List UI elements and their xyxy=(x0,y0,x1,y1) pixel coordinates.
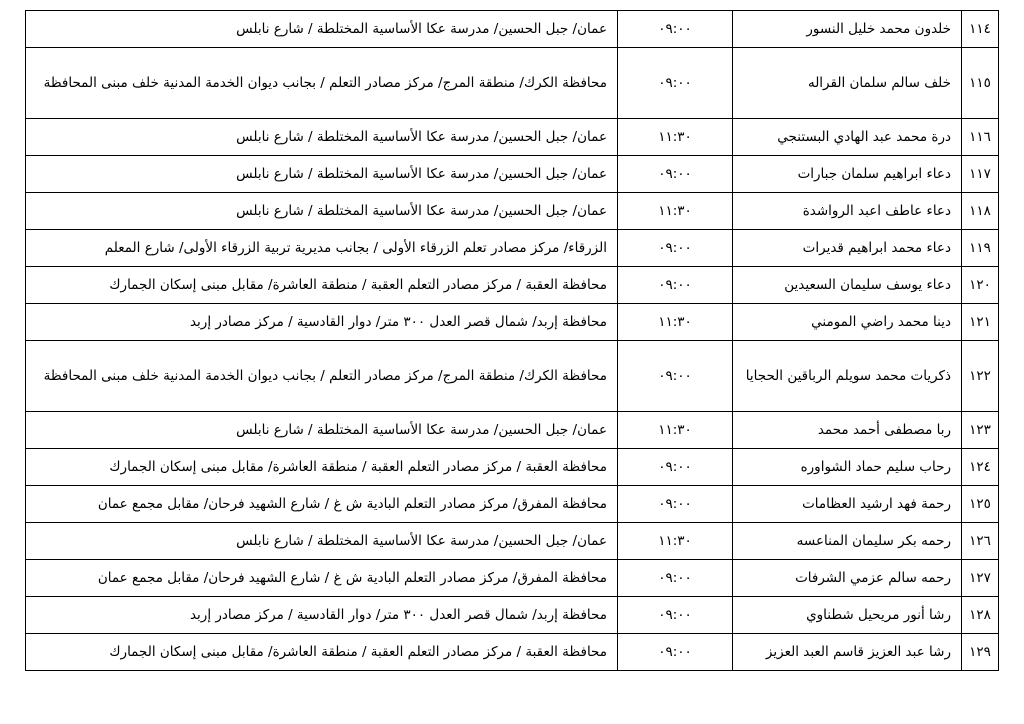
exam-time: ٠٩:٠٠ xyxy=(618,230,733,267)
exam-time: ١١:٣٠ xyxy=(618,523,733,560)
candidate-name: ربا مصطفى أحمد محمد xyxy=(733,412,962,449)
candidate-name: دعاء ابراهيم سلمان جبارات xyxy=(733,156,962,193)
exam-time: ١١:٣٠ xyxy=(618,119,733,156)
row-number: ١٢٤ xyxy=(962,449,999,486)
table-row xyxy=(26,341,999,412)
table-row xyxy=(26,48,999,119)
row-number: ١٢٩ xyxy=(962,634,999,671)
row-number: ١٢٥ xyxy=(962,486,999,523)
exam-time: ٠٩:٠٠ xyxy=(618,634,733,671)
exam-time: ٠٩:٠٠ xyxy=(618,341,733,412)
candidate-name: خلف سالم سلمان القراله xyxy=(733,48,962,119)
exam-location: محافظة الكرك/ منطقة المرج/ مركز مصادر التعلم / بجانب ديوان الخدمة المدنية خلف مبنى المحافظة xyxy=(26,341,618,412)
candidate-name: دعاء يوسف سليمان السعيدين xyxy=(733,267,962,304)
table-row xyxy=(26,560,999,597)
exam-location: محافظة الكرك/ منطقة المرج/ مركز مصادر التعلم / بجانب ديوان الخدمة المدنية خلف مبنى المحافظة xyxy=(26,48,618,119)
table-row xyxy=(26,412,999,449)
exam-time: ٠٩:٠٠ xyxy=(618,449,733,486)
table-row xyxy=(26,230,999,267)
candidate-name: ذكريات محمد سويلم الرباقين الحجايا xyxy=(733,341,962,412)
candidate-name: رحمه بكر سليمان المناعسه xyxy=(733,523,962,560)
row-number: ١٢٦ xyxy=(962,523,999,560)
exam-location: محافظة إربد/ شمال قصر العدل ٣٠٠ متر/ دوار القادسية / مركز مصادر إربد xyxy=(26,304,618,341)
exam-location: عمان/ جبل الحسين/ مدرسة عكا الأساسية المختلطة / شارع نابلس xyxy=(26,412,618,449)
candidate-name: خلدون محمد خليل النسور xyxy=(733,11,962,48)
table-row xyxy=(26,449,999,486)
table-row xyxy=(26,597,999,634)
row-number: ١٢٠ xyxy=(962,267,999,304)
exam-location: محافظة إربد/ شمال قصر العدل ٣٠٠ متر/ دوار القادسية / مركز مصادر إربد xyxy=(26,597,618,634)
exam-time: ٠٩:٠٠ xyxy=(618,560,733,597)
exam-location: محافظة المفرق/ مركز مصادر التعلم البادية ش غ / شارع الشهيد فرحان/ مقابل مجمع عمان xyxy=(26,486,618,523)
candidate-name: دعاء عاطف اعبد الرواشدة xyxy=(733,193,962,230)
table-row xyxy=(26,304,999,341)
candidates-table xyxy=(25,10,999,671)
exam-location: عمان/ جبل الحسين/ مدرسة عكا الأساسية المختلطة / شارع نابلس xyxy=(26,193,618,230)
exam-time: ١١:٣٠ xyxy=(618,304,733,341)
exam-time: ٠٩:٠٠ xyxy=(618,48,733,119)
exam-time: ٠٩:٠٠ xyxy=(618,267,733,304)
exam-location: عمان/ جبل الحسين/ مدرسة عكا الأساسية المختلطة / شارع نابلس xyxy=(26,523,618,560)
table-row xyxy=(26,193,999,230)
row-number: ١٢٧ xyxy=(962,560,999,597)
document-sheet xyxy=(25,10,999,671)
candidate-name: دعاء محمد ابراهيم قديرات xyxy=(733,230,962,267)
table-row xyxy=(26,156,999,193)
row-number: ١٢١ xyxy=(962,304,999,341)
exam-location: محافظة العقبة / مركز مصادر التعلم العقبة / منطقة العاشرة/ مقابل مبنى إسكان الجمارك xyxy=(26,267,618,304)
row-number: ١٢٨ xyxy=(962,597,999,634)
exam-location: محافظة المفرق/ مركز مصادر التعلم البادية ش غ / شارع الشهيد فرحان/ مقابل مجمع عمان xyxy=(26,560,618,597)
candidate-name: رحاب سليم حماد الشواوره xyxy=(733,449,962,486)
candidate-name: رحمه سالم عزمي الشرفات xyxy=(733,560,962,597)
candidate-name: دينا محمد راضي المومني xyxy=(733,304,962,341)
row-number: ١١٦ xyxy=(962,119,999,156)
row-number: ١١٧ xyxy=(962,156,999,193)
row-number: ١٢٣ xyxy=(962,412,999,449)
table-row xyxy=(26,486,999,523)
exam-location: محافظة العقبة / مركز مصادر التعلم العقبة / منطقة العاشرة/ مقابل مبنى إسكان الجمارك xyxy=(26,449,618,486)
table-row xyxy=(26,11,999,48)
table-row xyxy=(26,267,999,304)
row-number: ١١٥ xyxy=(962,48,999,119)
table-body xyxy=(26,11,999,671)
exam-time: ٠٩:٠٠ xyxy=(618,11,733,48)
candidate-name: رشا أنور مريحيل شطناوي xyxy=(733,597,962,634)
exam-time: ١١:٣٠ xyxy=(618,193,733,230)
table-row xyxy=(26,634,999,671)
exam-location: الزرقاء/ مركز مصادر تعلم الزرقاء الأولى / بجانب مديرية تربية الزرقاء الأولى/ شارع المعلم xyxy=(26,230,618,267)
exam-location: عمان/ جبل الحسين/ مدرسة عكا الأساسية المختلطة / شارع نابلس xyxy=(26,11,618,48)
row-number: ١١٤ xyxy=(962,11,999,48)
candidate-name: رحمة فهد ارشيد العظامات xyxy=(733,486,962,523)
exam-location: عمان/ جبل الحسين/ مدرسة عكا الأساسية المختلطة / شارع نابلس xyxy=(26,156,618,193)
candidate-name: درة محمد عبد الهادي البستنجي xyxy=(733,119,962,156)
table-row xyxy=(26,523,999,560)
row-number: ١١٩ xyxy=(962,230,999,267)
exam-time: ١١:٣٠ xyxy=(618,412,733,449)
exam-location: عمان/ جبل الحسين/ مدرسة عكا الأساسية المختلطة / شارع نابلس xyxy=(26,119,618,156)
row-number: ١٢٢ xyxy=(962,341,999,412)
exam-time: ٠٩:٠٠ xyxy=(618,486,733,523)
exam-time: ٠٩:٠٠ xyxy=(618,597,733,634)
exam-location: محافظة العقبة / مركز مصادر التعلم العقبة / منطقة العاشرة/ مقابل مبنى إسكان الجمارك xyxy=(26,634,618,671)
row-number: ١١٨ xyxy=(962,193,999,230)
table-row xyxy=(26,119,999,156)
candidate-name: رشا عبد العزيز قاسم العبد العزيز xyxy=(733,634,962,671)
exam-time: ٠٩:٠٠ xyxy=(618,156,733,193)
